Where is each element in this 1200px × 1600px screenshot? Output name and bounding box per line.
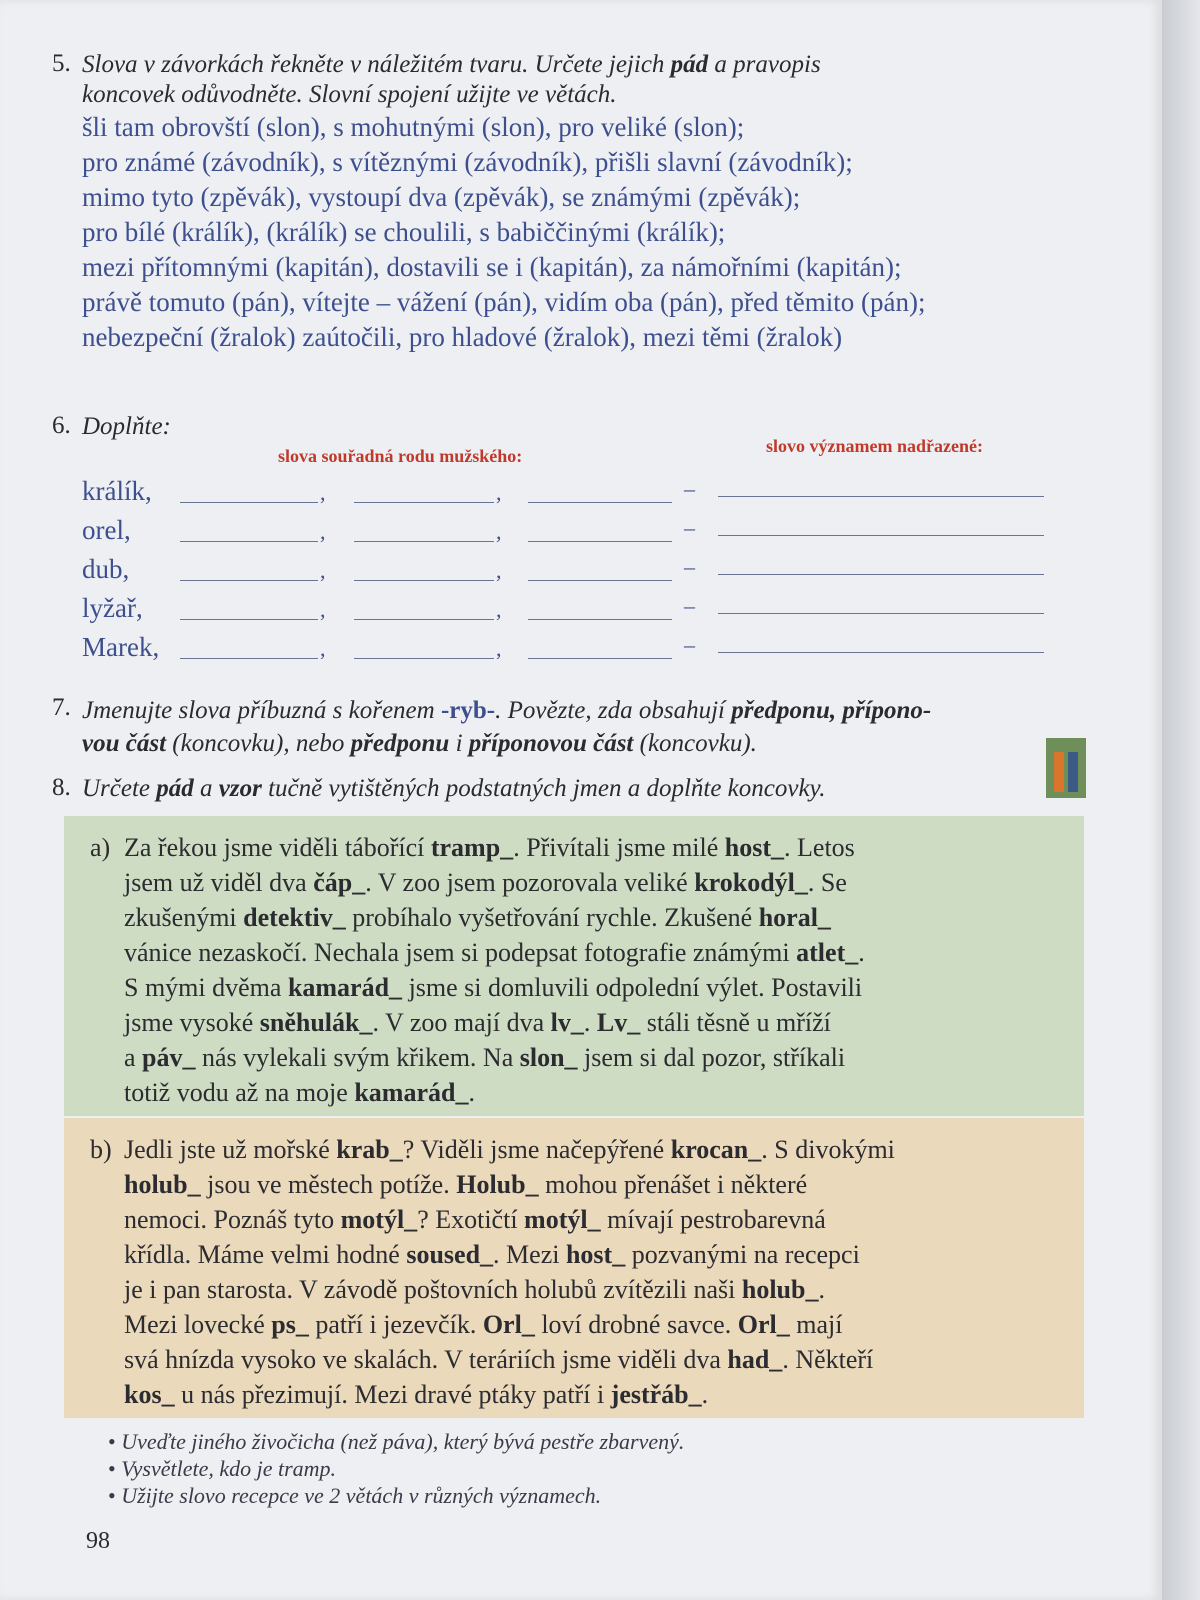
comma: , [320,519,326,544]
sentence-text: . Letos [784,833,855,862]
noun-with-blank[interactable]: ps_ [271,1310,309,1339]
exercise-8 [52,774,1092,804]
noun-with-blank[interactable]: holub_ [124,1170,201,1199]
noun-with-blank[interactable]: holub_ [741,1275,819,1304]
instruction-text: a pravopis [708,51,821,78]
exercise-6 [52,412,1092,682]
comma: , [320,480,326,505]
instruction-bold: příponovou část [468,730,634,757]
answer-blank-superordinate[interactable] [718,574,1044,575]
exercise-text [124,830,1064,1110]
text-line [124,970,1064,1005]
given-word: orel, [82,515,131,545]
phrase-line: pro bílé (králík), (králík) se choulili, s babiččinými (králík); [82,217,726,247]
phrase-line: mimo tyto (zpěvák), vystoupí dva (zpěvák), se známými (zpěvák); [82,182,801,212]
noun-with-blank[interactable]: kamarád_ [354,1078,469,1107]
answer-blank[interactable] [180,580,318,581]
answer-blank[interactable] [354,619,494,620]
noun-with-blank[interactable]: soused_ [406,1240,494,1269]
sentence-text: nás vylekali svým křikem. Na [195,1043,520,1072]
sentence-text: . S divokými [761,1135,895,1164]
noun-with-blank[interactable]: jestřáb_ [610,1380,702,1409]
instruction-bold: pád [156,775,194,802]
sentence-text: mívají pestrobarevná [600,1205,826,1234]
fill-in-row [82,515,1092,551]
sentence-text: . V zoo jsem pozorovala veliké [365,868,695,897]
instruction-text: Slova v závorkách řekněte v náležitém tvaru. Určete jejich [82,51,671,78]
dash: – [684,593,695,618]
comma: , [320,558,326,583]
exercise-number: 5. [52,50,71,77]
sentence-text: nemoci. Poznáš tyto [124,1205,341,1234]
exercise-instruction: Doplňte: [82,413,171,440]
exercise-instruction [82,50,1092,80]
instruction-text: Určete [82,775,157,802]
exercise-number: 7. [52,694,71,721]
noun-with-blank[interactable]: motýl_ [340,1205,418,1234]
noun-with-blank[interactable]: atlet_ [796,938,859,967]
noun-with-blank[interactable]: kamarád_ [287,973,403,1002]
instruction-text: a [193,775,219,802]
answer-blank[interactable] [528,658,672,659]
phrase-line: mezi přítomnými (kapitán), dostavili se i (kapitán), za námořními (kapitán); [82,252,902,282]
sentence-text: probíhalo vyšetřování rychle. Zkušené [345,903,759,932]
answer-blank-superordinate[interactable] [718,496,1044,497]
sentence-text: stáli těsně u mříží [640,1008,831,1037]
answer-blank[interactable] [180,619,318,620]
answer-blank[interactable] [528,619,672,620]
bullet-item: • Užijte slovo recepce ve 2 větách v různých významech. [108,1482,684,1509]
instruction-text: (koncovku), nebo [166,730,351,757]
given-word: lyžař, [82,593,143,623]
noun-with-blank[interactable]: host_ [565,1240,626,1269]
text-line [124,830,1064,865]
sentence-text: . [818,1275,825,1304]
text-line [124,935,1064,970]
phrase-line: šli tam obrovští (slon), s mohutnými (slon), pro veliké (slon); [82,112,745,142]
noun-with-blank[interactable]: krocan_ [670,1135,762,1164]
sentence-text: jsou ve městech potíže. [200,1170,457,1199]
noun-with-blank[interactable]: sněhulák_ [259,1008,373,1037]
answer-blank[interactable] [528,580,672,581]
sentence-text: u nás přezimují. Mezi dravé ptáky patří i [174,1380,611,1409]
instruction-text: . Povězte, zda obsahují [495,697,732,724]
sentence-text: . [701,1380,709,1409]
fill-in-row [82,593,1092,629]
sentence-text: . Mezi [493,1240,566,1269]
instruction-text: i [449,730,469,757]
noun-with-blank[interactable]: páv_ [142,1043,196,1072]
sentence-text: Za řekou jsme viděli tábořící [124,833,431,862]
text-line [124,1307,1064,1342]
sentence-text: . [468,1078,475,1107]
sentence-text: . [858,938,865,967]
root-word: -ryb- [440,697,496,724]
sentence-text: . Přivítali jsme milé [513,833,725,862]
answer-blank[interactable] [354,502,494,503]
comma: , [320,597,326,622]
sentence-text: patří i jezevčík. [308,1310,483,1339]
instruction-bold: pád [670,51,709,78]
phrase-line: právě tomuto (pán), vítejte – vážení (pán), vidím oba (pán), před těmito (pán); [82,287,926,317]
sentence-text: zkušenými [124,903,244,932]
dash: – [684,632,695,657]
text-line [124,1040,1064,1075]
text-line [124,1237,1064,1272]
noun-with-blank[interactable]: Holub_ [456,1170,539,1199]
fill-in-row [82,554,1092,590]
comma: , [496,597,502,622]
sentence-text: a [124,1043,143,1072]
text-line [124,1167,1064,1202]
text-line [124,865,1064,900]
column-header-superordinate: slovo významem nadřazené: [766,436,983,456]
noun-with-blank[interactable]: Orl_ [737,1310,790,1339]
instruction-text: tučně vytištěných podstatných jmen a doplňte koncovky. [261,775,826,802]
answer-blank-superordinate[interactable] [718,652,1044,653]
bullet-item: • Uveďte jiného živočicha (než páva), který bývá pestře zbarvený. [108,1428,684,1455]
answer-blank[interactable] [354,580,494,581]
sentence-text: mohou přenášet i některé [538,1170,808,1199]
column-header-coordinate: slova souřadná rodu mužského: [278,446,523,466]
sentence-text: jsme vysoké [124,1008,260,1037]
noun-with-blank[interactable]: host_ [724,833,785,862]
dash: – [684,554,695,579]
sentence-text: . Někteří [782,1345,874,1374]
noun-with-blank[interactable]: Orl_ [482,1310,535,1339]
given-word: dub, [82,554,130,584]
noun-with-blank[interactable]: krokodýl_ [694,868,808,897]
noun-with-blank[interactable]: slon_ [519,1043,578,1072]
answer-blank-superordinate[interactable] [718,613,1044,614]
noun-with-blank[interactable]: motýl_ [524,1205,601,1234]
sentence-text: . V zoo mají dva [372,1008,551,1037]
noun-with-blank[interactable]: krab_ [336,1135,403,1164]
exercise-instruction [82,694,1092,760]
exercise-8b-box [64,1118,1084,1418]
answer-blank[interactable] [180,658,318,659]
sentence-text: S mými dvěma [124,973,288,1002]
sentence-text: svá hnízda vysoko ve skalách. V teráriích jsme viděli dva [124,1345,728,1374]
dash: – [684,515,695,540]
bullet-item: • Vysvětlete, kdo je tramp. [108,1455,684,1482]
sentence-text: pozvanými na recepci [625,1240,860,1269]
page-edge [1162,0,1200,1600]
comma: , [496,519,502,544]
noun-with-blank[interactable]: had_ [727,1345,783,1374]
text-line [124,1342,1064,1377]
answer-blank[interactable] [354,658,494,659]
noun-with-blank[interactable]: lv_ [550,1008,584,1037]
phrase-line: pro známé (závodník), s vítěznými (závodník), přišli slavní (závodník); [82,147,853,177]
instruction-text: Jmenujte slova příbuzná s kořenem [82,697,441,724]
answer-blank[interactable] [354,541,494,542]
noun-with-blank[interactable]: Lv_ [596,1008,641,1037]
sentence-text: ? Exotičtí [417,1205,525,1234]
phrase-list [52,110,1092,355]
answer-blank-superordinate[interactable] [718,535,1044,536]
instruction-bold: vou část [82,730,167,757]
exercise-5 [52,50,1092,355]
instruction-text-line2: koncovek odůvodněte. Slovní spojení užijte ve větách. [82,81,617,108]
text-line [124,900,1064,935]
text-line [124,1005,1064,1040]
exercise-number: 8. [52,774,71,801]
noun-with-blank[interactable]: kos_ [124,1380,175,1409]
noun-with-blank[interactable]: detektiv_ [243,903,346,932]
page-number: 98 [86,1528,110,1554]
sentence-text: Mezi lovecké [124,1310,272,1339]
text-line [124,1377,1064,1412]
sentence-text: jsme si domluvili odpolední výlet. Postavili [402,973,863,1002]
comma: , [496,558,502,583]
answer-blank[interactable] [528,502,672,503]
answer-blank[interactable] [180,502,318,503]
text-line [124,1272,1064,1307]
sentence-text: jsem si dal pozor, stříkali [577,1043,846,1072]
sentence-text: jsem už viděl dva [124,868,314,897]
sentence-text: . Se [807,868,847,897]
phrase-line: nebezpeční (žralok) zaútočili, pro hladové (žralok), mezi těmi (žralok) [82,322,843,352]
part-label: a) [90,833,111,862]
instruction-bold: předponu [350,730,450,757]
text-line [124,1075,1064,1110]
text-line [124,1132,1064,1167]
comma: , [320,636,326,661]
noun-with-blank[interactable]: horal_ [758,903,831,932]
sentence-text: vánice nezaskočí. Nechala jsem si podepsat fotografie známými [124,938,797,967]
exercise-instruction [82,774,1092,804]
text-line [124,1202,1064,1237]
sentence-text: je i pan starosta. V závodě poštovních holubů zvítězili naši [124,1275,742,1304]
sentence-text: mají [789,1310,843,1339]
instruction-text: (koncovku). [633,730,757,757]
answer-blank[interactable] [180,541,318,542]
fill-in-row [82,476,1092,512]
noun-with-blank[interactable]: čáp_ [313,868,366,897]
dash: – [684,476,695,501]
noun-with-blank[interactable]: tramp_ [430,833,514,862]
exercise-text [124,1132,1064,1412]
sentence-text: ? Viděli jsme načepýřené [402,1135,671,1164]
sentence-text: totiž vodu až na moje [124,1078,355,1107]
exercise-8a-box [64,816,1084,1116]
sentence-text: Jedli jste už mořské [124,1135,337,1164]
comma: , [496,480,502,505]
exercise-7 [52,694,1092,760]
sentence-text: křídla. Máme velmi hodné [124,1240,407,1269]
comma: , [496,636,502,661]
given-word: králík, [82,476,152,506]
given-word: Marek, [82,632,160,662]
instruction-bold: vzor [218,775,262,802]
instruction-bold: předponu, přípono- [731,697,932,724]
bullet-list [108,1428,684,1509]
answer-blank[interactable] [528,541,672,542]
part-label: b) [90,1135,112,1164]
sentence-text: . [583,1008,597,1037]
exercise-number: 6. [52,412,71,439]
sentence-text: loví drobné savce. [534,1310,738,1339]
fill-in-row [82,632,1092,668]
